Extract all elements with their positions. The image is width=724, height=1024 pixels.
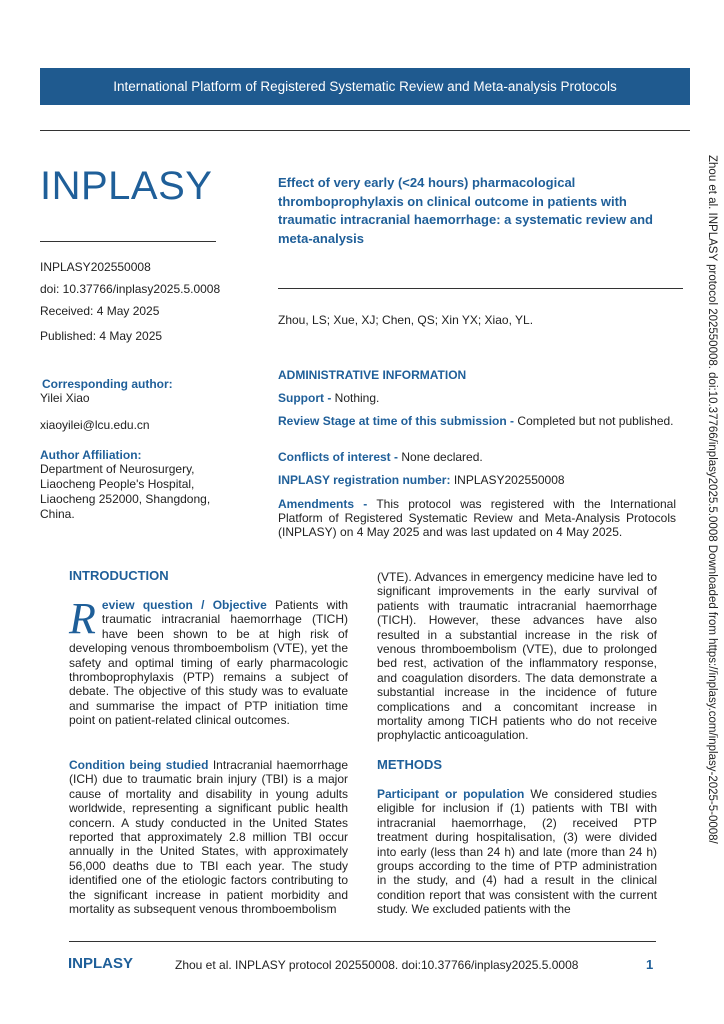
corresponding-author-label: Corresponding author: [42, 377, 173, 391]
regnum-label: INPLASY registration number: [278, 473, 451, 487]
author-list: Zhou, LS; Xue, XJ; Chen, QS; Xin YX; Xiao, YL. [278, 313, 534, 327]
review-question-label: eview question / Objective [101, 598, 267, 612]
support-label: Support - [278, 391, 332, 405]
admin-heading: ADMINISTRATIVE INFORMATION [278, 368, 467, 382]
footer-rule [69, 941, 656, 942]
title-rule [278, 288, 683, 289]
corresponding-author-email[interactable]: xiaoyilei@lcu.edu.cn [40, 418, 150, 432]
condition-paragraph [69, 758, 348, 916]
drop-cap: R [69, 594, 96, 643]
conflicts-label: Conflicts of interest - [278, 450, 399, 464]
stage-label: Review Stage at time of this submission - [278, 414, 515, 428]
participants-label: Participant or population [377, 787, 525, 801]
affiliation-text: Department of Neurosurgery, Liaocheng People's Hospital, Liaocheng 252000, Shangdong, China. [40, 462, 211, 521]
footer-citation: Zhou et al. INPLASY protocol 202550008. doi:10.37766/inplasy2025.5.0008 [175, 958, 579, 972]
stage-line [278, 414, 676, 428]
doi[interactable]: doi: 10.37766/inplasy2025.5.0008 [40, 282, 221, 296]
amendments-value: This protocol was registered with the International Platform of Registered Systematic Review and Meta-Analysis Protocols (INPLASY) on 4 May 2025 and was last updated on 4 May 2025. [278, 497, 676, 539]
condition-label: Condition being studied [69, 758, 209, 772]
journal-banner: International Platform of Registered Systematic Review and Meta-analysis Protocols [40, 68, 690, 105]
support-value: Nothing. [331, 391, 380, 405]
published-date: Published: 4 May 2025 [40, 329, 163, 343]
regnum-line [278, 473, 676, 487]
registration-id: INPLASY202550008 [40, 260, 151, 274]
amendments-label: Amendments - [278, 497, 368, 511]
conflicts-line [278, 450, 676, 464]
vte-paragraph: (VTE). Advances in emergency medicine have led to significant improvements in the early survival of patients with traumatic intracranial haemorrhage (TICH). However, these advances have also resulted in a substantial increase in the risk of venous thromboembolism (VTE), due to prolonged bed rest, activation of the inflammatory response, and coagulation disorders. The data demonstrate a substantial increase in the incidence of future complications and a concomitant increase in mortality among TICH patients who do not receive prophylactic anticoagulation. [377, 570, 657, 743]
review-question-paragraph [69, 594, 348, 728]
top-rule [40, 130, 690, 131]
methods-heading: METHODS [377, 757, 442, 772]
regnum-value: INPLASY202550008 [450, 473, 565, 487]
article-title: Effect of very early (<24 hours) pharmacological thromboprophylaxis on clinical outcome in patients with traumatic intracranial haemorrhage: a systematic review and meta-analysis [278, 175, 653, 246]
stage-value: Completed but not published. [514, 414, 674, 428]
review-question-text: Patients with traumatic intracranial haemorrhage (TICH) have been shown to be at high risk of developing venous thromboembolism (VTE), yet the safety and optimal timing of early pharmacologic thromboprophylaxis (PTP) remains a subject of debate. The objective of this study was to evaluate and summarise the impact of PTP initiation time point on patient-related clinical outcomes. [69, 598, 348, 728]
affiliation-label: Author Affiliation: [40, 448, 142, 462]
corresponding-author-name: Yilei Xiao [40, 391, 90, 405]
logo-rule [40, 241, 216, 242]
page-number: 1 [646, 957, 654, 972]
participants-paragraph [377, 787, 657, 917]
inplasy-logo: INPLASY [40, 164, 213, 208]
support-line [278, 391, 676, 405]
condition-text: Intracranial haemorrhage (ICH) due to traumatic brain injury (TBI) is a major cause of mortality and disability in young adults worldwide, representing a significant public health concern. A study conducted in the United States reported that approximately 2.8 million TBI occur annually in the United States, with approximately 56,000 deaths due to TBI each year. The study identified one of the etiologic factors contributing to the significant increase in patient morbidity and mortality as subsequent venous thromboembolism [69, 758, 348, 917]
amendments-line [278, 497, 676, 539]
introduction-heading: INTRODUCTION [69, 568, 169, 583]
side-citation: Zhou et al. INPLASY protocol 202550008. doi:10.37766/inplasy2025.5.0008 Downloaded from https://inplasy.com/inplasy-2025-5-0008/ [706, 155, 718, 844]
footer-logo: INPLASY [68, 955, 134, 972]
participants-text: We considered studies eligible for inclusion if (1) patients with TBI with intracranial haemorrhage, (2) received PTP treatment during hospitalisation, (3) were divided into early (less than 24 h) and late (more than 24 h) groups according to the time of PTP administration in the study, and (4) had a result in the clinical condition report that was consistent with the current study. We excluded patients with the [377, 787, 657, 917]
conflicts-value: None declared. [398, 450, 483, 464]
received-date: Received: 4 May 2025 [40, 304, 160, 318]
